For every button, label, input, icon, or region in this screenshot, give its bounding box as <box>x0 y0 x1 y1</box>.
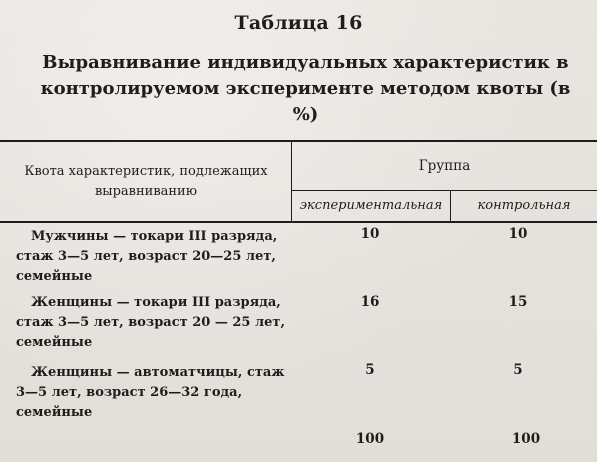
row-label-line: 3—5 лет, возраст 26—32 года, <box>16 385 243 400</box>
row-label-line: Женщины — токари III разряда, <box>31 295 281 310</box>
header-bottom-rule <box>0 221 597 223</box>
row-label-line: семейные <box>16 405 93 420</box>
row-label-line: семейные <box>16 269 93 284</box>
column-header-control: контрольная <box>477 198 571 213</box>
total-experimental: 100 <box>355 431 385 447</box>
row-label-line: семейные <box>16 335 93 350</box>
group-header-label: Группа <box>418 158 471 174</box>
cell-control: 15 <box>508 294 528 310</box>
cell-experimental: 16 <box>360 294 380 310</box>
row-label-line: стаж 3—5 лет, возраст 20 — 25 лет, <box>16 315 285 330</box>
table-row-label <box>16 293 301 353</box>
table-top-rule <box>0 140 597 142</box>
row-label-line: Мужчины — токари III разряда, <box>31 229 278 244</box>
group-header-rule <box>292 190 597 191</box>
table-caption: Выравнивание индивидуальных характеристик в контролируемом эксперименте методом квоты (в %) <box>40 52 571 125</box>
cell-control: 10 <box>508 226 528 242</box>
table-row-label <box>16 227 301 287</box>
cell-control: 5 <box>513 362 523 378</box>
cell-experimental: 5 <box>365 362 375 378</box>
column-header-experimental: экспериментальная <box>299 198 443 213</box>
table-number: Таблица 16 <box>234 12 363 34</box>
cell-experimental: 10 <box>360 226 380 242</box>
table-row-label <box>16 363 301 423</box>
row-label-line: стаж 3—5 лет, возраст 20—25 лет, <box>16 249 276 264</box>
row-header-label: Квота характеристик, подлежащих выравниванию <box>24 164 268 199</box>
row-label-line: Женщины — автоматчицы, стаж <box>31 365 285 380</box>
total-control: 100 <box>511 431 541 447</box>
